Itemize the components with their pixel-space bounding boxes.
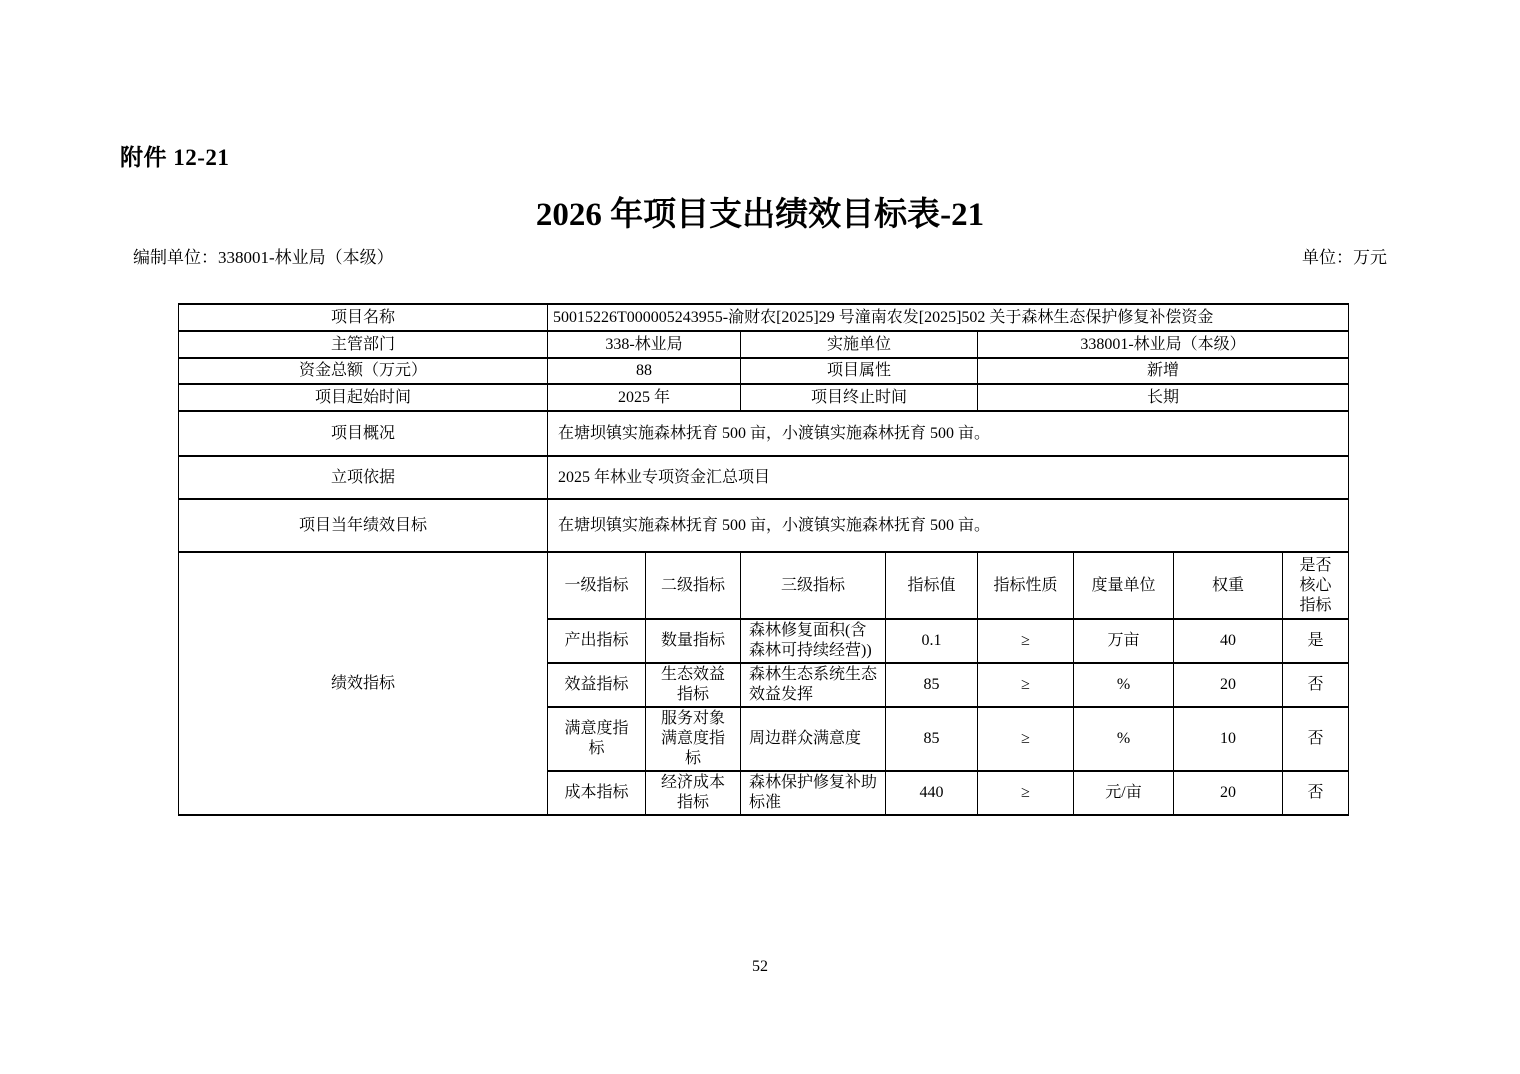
indicator-core-cell: 否 xyxy=(1283,663,1349,707)
indicator-header-core-cell: 是否核心指标 xyxy=(1283,552,1349,619)
annual-target-row xyxy=(179,499,1349,552)
indicator-core-cell: 是 xyxy=(1283,619,1349,663)
fund-row xyxy=(179,358,1349,384)
indicator-unit-cell: 万亩 xyxy=(1074,619,1174,663)
indicator-header-l1-cell: 一级指标 xyxy=(548,552,646,619)
indicator-weight-cell: 20 xyxy=(1174,771,1283,815)
end-time-label-cell: 项目终止时间 xyxy=(741,384,978,411)
project-name-value-cell: 50015226T000005243955-渝财农[2025]29 号潼南农发[2025]502 关于森林生态保护修复补偿资金 xyxy=(548,304,1349,331)
page-title: 2026 年项目支出绩效目标表-21 xyxy=(535,197,985,233)
attachment-label: 附件 12-21 xyxy=(120,145,230,170)
indicator-l1-cell: 满意度指标 xyxy=(548,707,646,771)
indicator-nature-cell: ≥ xyxy=(978,771,1074,815)
prepared-by-label: 编制单位：338001-林业局（本级） xyxy=(133,248,394,267)
indicator-nature-cell: ≥ xyxy=(978,619,1074,663)
indicator-header-weight-cell: 权重 xyxy=(1174,552,1283,619)
indicator-section-label-cell: 绩效指标 xyxy=(179,552,548,815)
indicator-l1-cell: 效益指标 xyxy=(548,663,646,707)
indicator-unit-cell: 元/亩 xyxy=(1074,771,1174,815)
indicator-l1-cell: 成本指标 xyxy=(548,771,646,815)
start-time-label-cell: 项目起始时间 xyxy=(179,384,548,411)
indicator-header-l2-cell: 二级指标 xyxy=(646,552,741,619)
indicator-unit-cell: % xyxy=(1074,707,1174,771)
page-number: 52 xyxy=(752,958,768,975)
unit-note-label: 单位：万元 xyxy=(1302,248,1387,267)
basis-label-cell: 立项依据 xyxy=(179,456,548,499)
overview-row xyxy=(179,411,1349,456)
total-fund-label-cell: 资金总额（万元） xyxy=(179,358,548,384)
indicator-l2-cell: 数量指标 xyxy=(646,619,741,663)
indicator-nature-cell: ≥ xyxy=(978,707,1074,771)
basis-row xyxy=(179,456,1349,499)
indicator-core-cell: 否 xyxy=(1283,771,1349,815)
end-time-value-cell: 长期 xyxy=(978,384,1349,411)
indicator-header-l3-cell: 三级指标 xyxy=(741,552,886,619)
dept-row xyxy=(179,331,1349,358)
indicator-header-unit-cell: 度量单位 xyxy=(1074,552,1174,619)
annual-target-value-cell: 在塘坝镇实施森林抚育 500 亩，小渡镇实施森林抚育 500 亩。 xyxy=(548,499,1349,552)
indicator-header-row xyxy=(179,552,1349,619)
competent-dept-label-cell: 主管部门 xyxy=(179,331,548,358)
indicator-l3-cell: 森林生态系统生态效益发挥 xyxy=(741,663,886,707)
indicator-header-nature-cell: 指标性质 xyxy=(978,552,1074,619)
indicator-value-cell: 85 xyxy=(886,663,978,707)
indicator-l2-cell: 服务对象满意度指标 xyxy=(646,707,741,771)
indicator-l2-cell: 经济成本指标 xyxy=(646,771,741,815)
project-attribute-value-cell: 新增 xyxy=(978,358,1349,384)
project-name-row xyxy=(179,304,1349,331)
indicator-l2-cell: 生态效益指标 xyxy=(646,663,741,707)
start-time-value-cell: 2025 年 xyxy=(548,384,741,411)
annual-target-label-cell: 项目当年绩效目标 xyxy=(179,499,548,552)
indicator-value-cell: 0.1 xyxy=(886,619,978,663)
indicator-l3-cell: 森林保护修复补助标准 xyxy=(741,771,886,815)
time-row xyxy=(179,384,1349,411)
meta-row xyxy=(133,243,1387,268)
indicator-header-value-cell: 指标值 xyxy=(886,552,978,619)
overview-label-cell: 项目概况 xyxy=(179,411,548,456)
performance-target-table xyxy=(178,303,1349,816)
indicator-value-cell: 85 xyxy=(886,707,978,771)
indicator-core-cell: 否 xyxy=(1283,707,1349,771)
overview-value-cell: 在塘坝镇实施森林抚育 500 亩，小渡镇实施森林抚育 500 亩。 xyxy=(548,411,1349,456)
indicator-weight-cell: 40 xyxy=(1174,619,1283,663)
competent-dept-value-cell: 338-林业局 xyxy=(548,331,741,358)
total-fund-value-cell: 88 xyxy=(548,358,741,384)
implement-unit-value-cell: 338001-林业局（本级） xyxy=(978,331,1349,358)
indicator-l3-cell: 森林修复面积(含森林可持续经营)) xyxy=(741,619,886,663)
indicator-unit-cell: % xyxy=(1074,663,1174,707)
indicator-nature-cell: ≥ xyxy=(978,663,1074,707)
project-name-label-cell: 项目名称 xyxy=(179,304,548,331)
indicator-weight-cell: 20 xyxy=(1174,663,1283,707)
project-attribute-label-cell: 项目属性 xyxy=(741,358,978,384)
implement-unit-label-cell: 实施单位 xyxy=(741,331,978,358)
indicator-value-cell: 440 xyxy=(886,771,978,815)
indicator-l1-cell: 产出指标 xyxy=(548,619,646,663)
indicator-weight-cell: 10 xyxy=(1174,707,1283,771)
indicator-l3-cell: 周边群众满意度 xyxy=(741,707,886,771)
basis-value-cell: 2025 年林业专项资金汇总项目 xyxy=(548,456,1349,499)
